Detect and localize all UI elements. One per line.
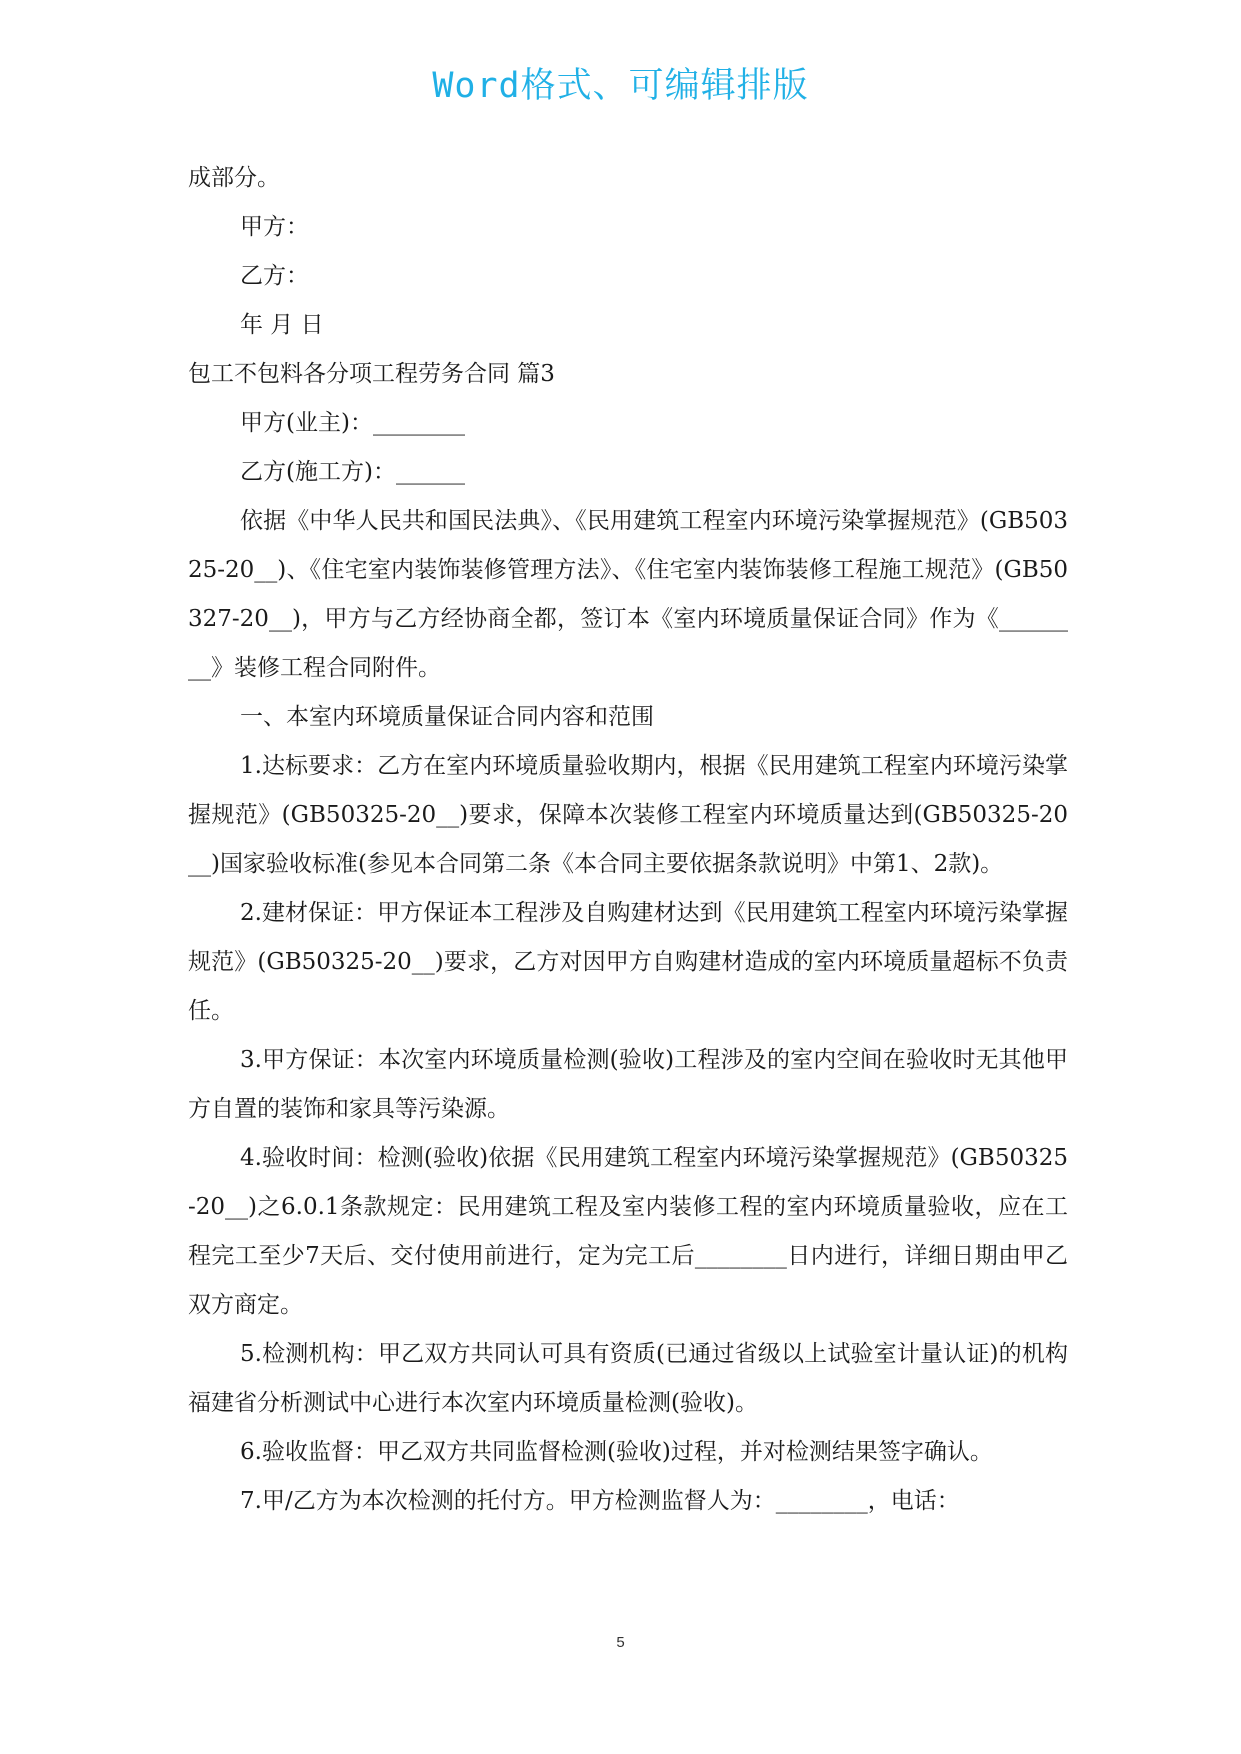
section-heading: 包工不包料各分项工程劳务合同 篇3: [188, 361, 555, 387]
paragraph: 5.检测机构：甲乙双方共同认可具有资质(已通过省级以上试验室计量认证)的机构福建省分析测试中心进行本次室内环境质量检测(验收)。: [188, 1341, 1068, 1416]
paragraph: 3.甲方保证：本次室内环境质量检测(验收)工程涉及的室内空间在验收时无其他甲方自置的装饰和家具等污染源。: [188, 1047, 1068, 1122]
paragraph: 乙方：: [240, 263, 309, 289]
paragraph: 依据《中华人民共和国民法典》、《民用建筑工程室内环境污染掌握规范》(GB50325-20__)、《住宅室内装饰装修管理方法》、《住宅室内装饰装修工程施工规范》(GB50327-20__)，甲方与乙方经协商全都，签订本《室内环境质量保证合同》作为《________》装修工程合同附件。: [188, 508, 1068, 681]
page-header-title: Word格式、可编辑排版: [432, 66, 809, 106]
paragraph: 4.验收时间：检测(验收)依据《民用建筑工程室内环境污染掌握规范》(GB50325-20__)之6.0.1条款规定：民用建筑工程及室内装修工程的室内环境质量验收，应在工程完工至少7天后、交付使用前进行，定为完工后________日内进行，详细日期由甲乙双方商定。: [188, 1145, 1068, 1318]
paragraph: 6.验收监督：甲乙双方共同监督检测(验收)过程，并对检测结果签字确认。: [240, 1439, 993, 1465]
document-body: [188, 154, 1068, 1526]
paragraph: 一、本室内环境质量保证合同内容和范围: [240, 704, 654, 730]
page-number: 5: [616, 1634, 625, 1651]
paragraph: 7.甲/乙方为本次检测的托付方。甲方检测监督人为：________，电话：: [240, 1488, 960, 1514]
paragraph: 2.建材保证：甲方保证本工程涉及自购建材达到《民用建筑工程室内环境污染掌握规范》(GB50325-20__)要求，乙方对因甲方自购建材造成的室内环境质量超标不负责任。: [188, 900, 1068, 1024]
paragraph: 成部分。: [188, 165, 280, 191]
paragraph: 乙方(施工方)：______: [240, 459, 465, 485]
paragraph: 年 月 日: [240, 312, 324, 338]
paragraph: 甲方(业主)：________: [240, 410, 465, 436]
paragraph: 甲方：: [240, 214, 309, 240]
paragraph: 1.达标要求：乙方在室内环境质量验收期内，根据《民用建筑工程室内环境污染掌握规范》(GB50325-20__)要求，保障本次装修工程室内环境质量达到(GB50325-20__)国家验收标准(参见本合同第二条《本合同主要依据条款说明》中第1、2款)。: [188, 753, 1068, 877]
